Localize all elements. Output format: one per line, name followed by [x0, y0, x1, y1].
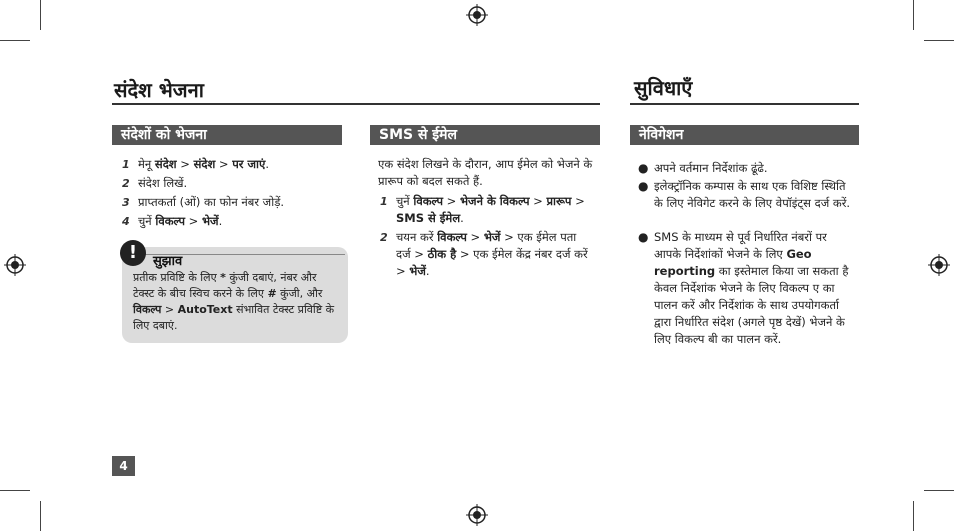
crop-mark-br-v — [913, 501, 914, 531]
section-header-send-messages: संदेशों को भेजना — [112, 125, 342, 145]
crop-mark-tr-h — [924, 40, 954, 41]
crop-mark-tl-h — [0, 40, 30, 41]
page-number: 4 — [112, 456, 135, 476]
page-title-features: सुविधाएँ — [634, 76, 693, 100]
warning-exclamation-icon: ! — [120, 240, 146, 266]
registration-mark-icon — [466, 4, 488, 26]
sms-email-intro: एक संदेश लिखने के दौरान, आप ईमेल को भेजने के प्रारूप को बदल सकते हैं. — [378, 157, 593, 188]
crop-mark-bl-h — [0, 490, 30, 491]
step-item: 1 चुनें विकल्प > भेजने के विकल्प > प्रारूप > SMS से ईमेल. — [380, 194, 585, 225]
title-rule-left — [112, 103, 600, 105]
crop-mark-br-h — [924, 490, 954, 491]
title-rule-right — [630, 103, 859, 105]
step-item: 2 चयन करें विकल्प > भेजें > एक ईमेल पता दर्ज > ठीक है > एक ईमेल केंद्र नंबर दर्ज करें > भेजें. — [380, 230, 588, 278]
crop-mark-tr-v — [913, 0, 914, 30]
section-header-sms-to-email: SMS से ईमेल — [370, 125, 600, 145]
tip-text: प्रतीक प्रविष्टि के लिए * कुंजी दबाएं, नंबर और टेक्स्ट के बीच स्विच करने के लिए # कुंजी, और विकल्प > AutoText संभावित टेक्स्ट प्रविष्टि के लिए दबाएं. — [133, 271, 335, 332]
crop-mark-tl-v — [40, 0, 41, 30]
section-header-navigation: नेविगेशन — [630, 125, 859, 145]
registration-mark-icon — [466, 504, 488, 526]
crop-mark-bl-v — [40, 501, 41, 531]
registration-mark-icon — [4, 254, 26, 276]
tip-title: सुझाव — [153, 254, 183, 269]
page-title-send-message: संदेश भेजना — [114, 78, 204, 102]
registration-mark-icon — [928, 254, 950, 276]
